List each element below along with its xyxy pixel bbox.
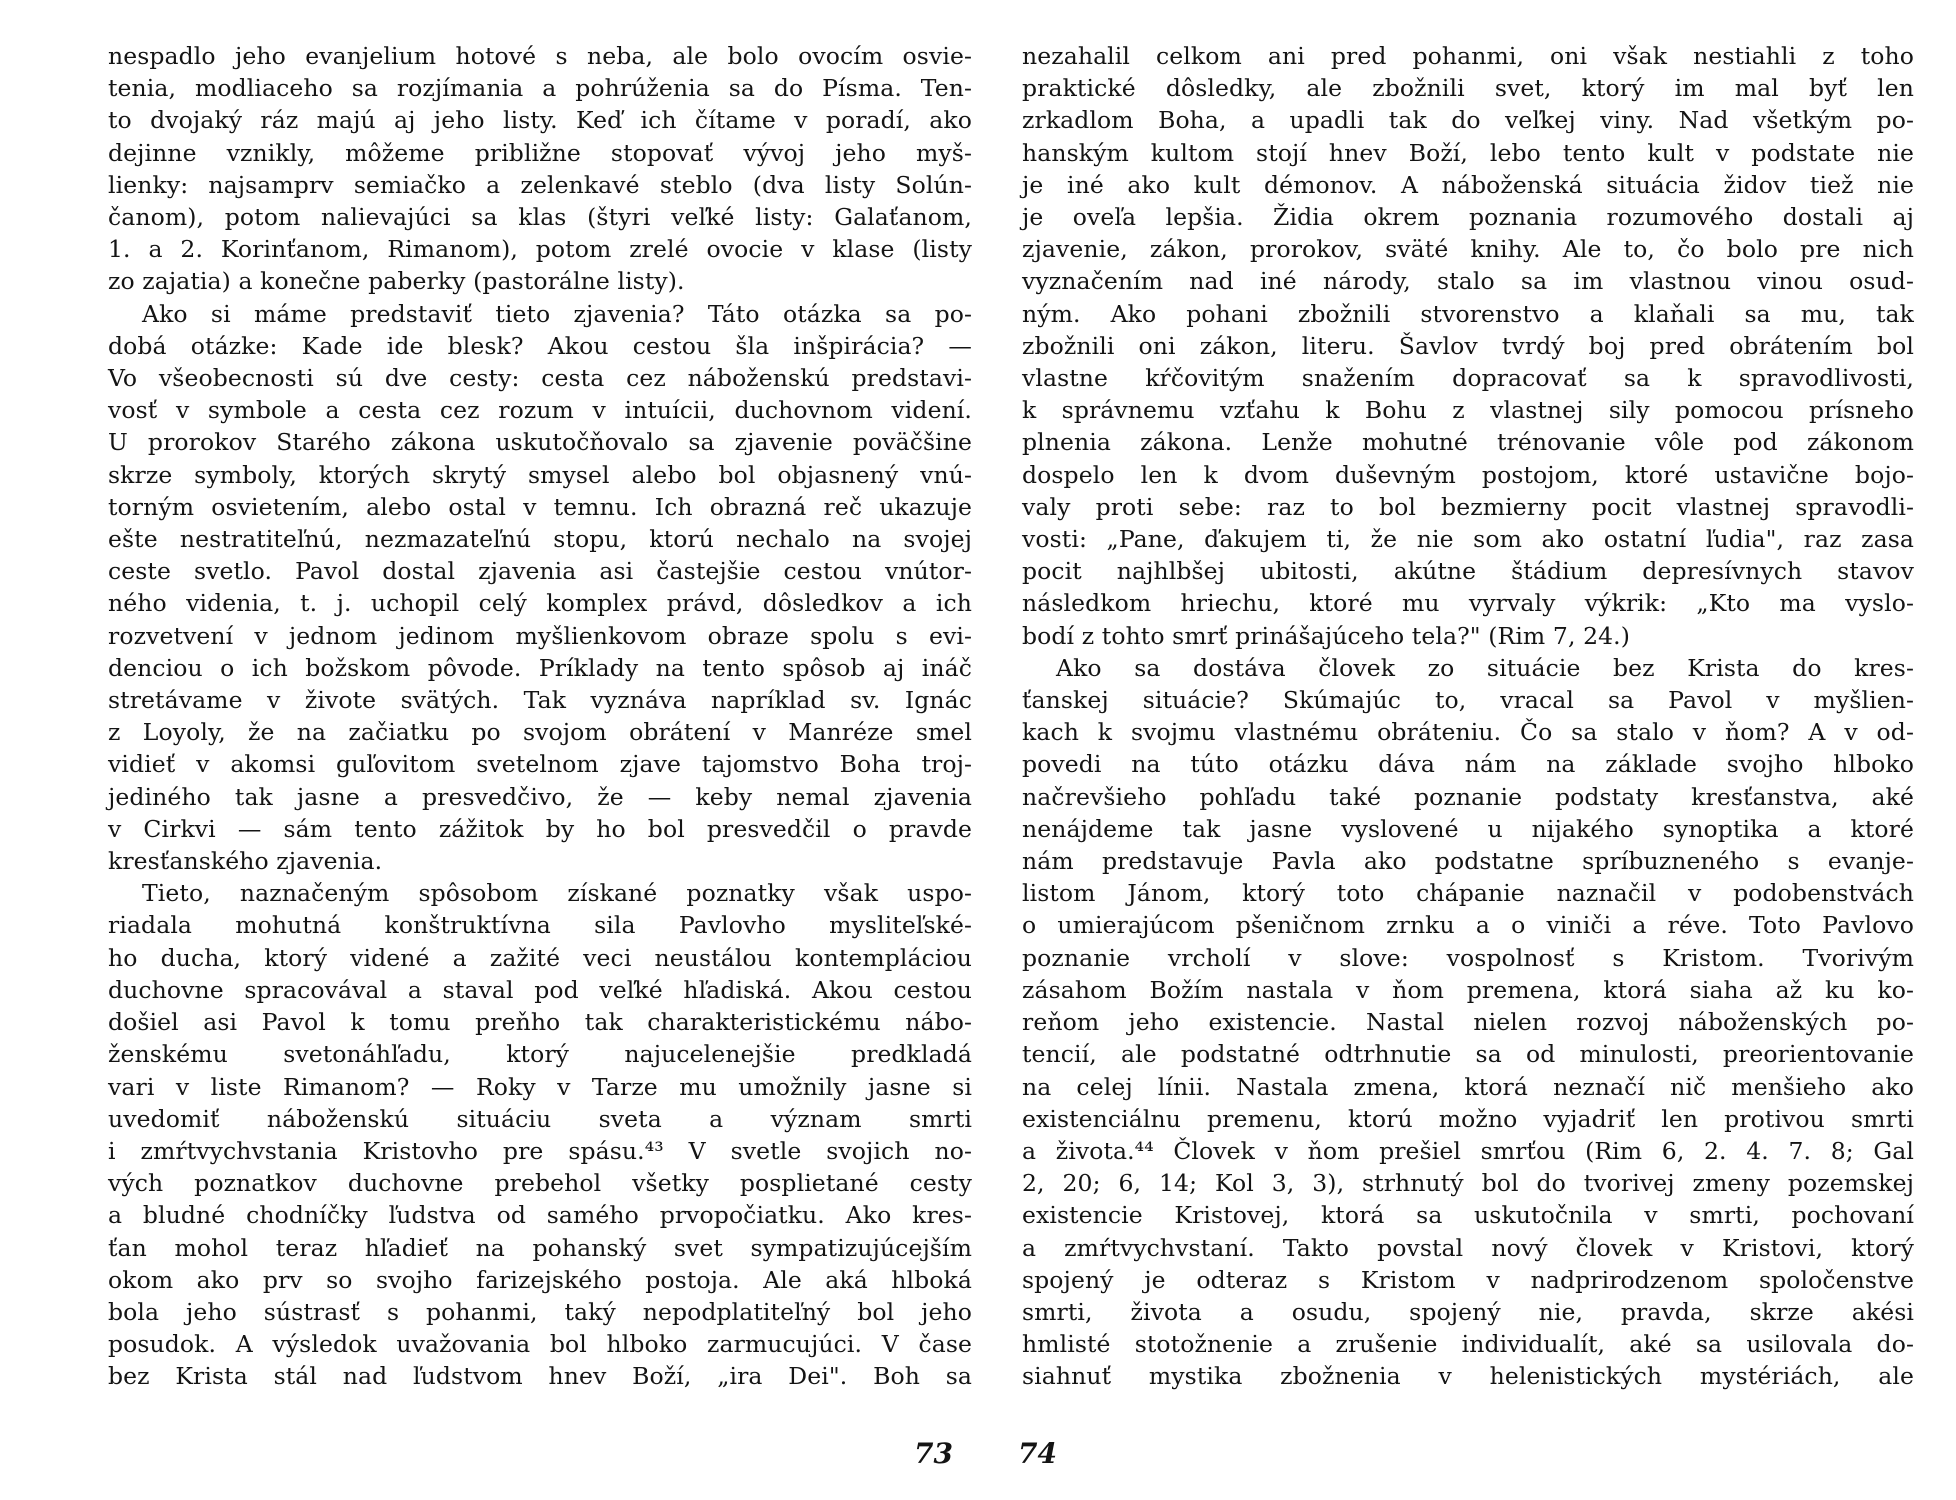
text-line: čanom), potom nalievajúci sa klas (štyri veľké listy: Galaťanom, <box>108 203 972 232</box>
text-line: siahnuť mystika zbožnenia v helenistických mystériách, ale <box>1022 1362 1914 1391</box>
text-line: zjavenie, zákon, prorokov, sväté knihy. Ale to, čo bolo pre nich <box>1022 235 1914 264</box>
text-line: ťanskej situácie? Skúmajúc to, vracal sa Pavol v myšlien- <box>1022 686 1914 715</box>
text-line: povedi na túto otázku dáva nám na základe svojho hlboko <box>1022 750 1914 779</box>
text-line: a bludné chodníčky ľudstva od samého prvopočiatku. Ako kres- <box>108 1201 972 1230</box>
text-line: vidieť v akomsi guľovitom svetelnom zjave tajomstvo Boha troj- <box>108 750 972 779</box>
text-line: bez Krista stál nad ľudstvom hnev Boží, „ira Dei". Boh sa <box>108 1362 972 1391</box>
text-line: reňom jeho existencie. Nastal nielen rozvoj náboženských po- <box>1022 1008 1914 1037</box>
right-text-column <box>1022 40 1914 1393</box>
text-line: riadala mohutná konštruktívna sila Pavlovho mysliteľské- <box>108 911 972 940</box>
text-line: kresťanského zjavenia. <box>108 847 383 876</box>
text-line: Ako sa dostáva človek zo situácie bez Krista do kres- <box>1056 653 1914 682</box>
text-line: poznanie vrcholí v slove: vospolnosť s Kristom. Tvorivým <box>1022 943 1914 972</box>
text-line: 1. a 2. Korinťanom, Rimanom), potom zrelé ovocie v klase (listy <box>108 235 972 264</box>
text-line: spojený je odteraz s Kristom v nadprirodzenom spoločenstve <box>1022 1265 1914 1294</box>
page-number: 73 <box>914 1437 953 1470</box>
text-line: ťan mohol teraz hľadieť na pohanský svet sympatizujúcejším <box>108 1233 972 1262</box>
text-line: posudok. A výsledok uvažovania bol hlboko zarmucujúci. V čase <box>108 1330 972 1359</box>
text-line: nezahalil celkom ani pred pohanmi, oni však nestiahli z toho <box>1022 42 1914 70</box>
text-line: ho ducha, ktorý videné a zažité veci neustálou kontempláciou <box>108 943 972 972</box>
text-line: listom Jánom, ktorý toto chápanie naznačil v podobenstvách <box>1022 879 1914 908</box>
text-line: ešte nestratiteľnú, nezmazateľnú stopu, ktorú nechalo na svojej <box>108 525 972 554</box>
right-page <box>978 0 1956 1500</box>
text-line: dejinne vznikly, môžeme približne stopovať vývoj jeho myš- <box>108 138 972 167</box>
text-line: nespadlo jeho evanjelium hotové s neba, ale bolo ovocím osvie- <box>108 42 972 70</box>
text-line: stretávame v živote svätých. Tak vyznáva napríklad sv. Ignác <box>108 686 972 715</box>
text-line: na celej línii. Nastala zmena, ktorá neznačí nič menšieho ako <box>1022 1072 1914 1101</box>
text-line: nám predstavuje Pavla ako podstatne spríbuzneného s evanje- <box>1022 847 1914 876</box>
text-line: jediného tak jasne a presvedčivo, že — keby nemal zjavenia <box>108 782 972 811</box>
page-number: 74 <box>1018 1437 1057 1470</box>
text-line: bola jeho sústrasť s pohanmi, taký nepodplatiteľný bol jeho <box>108 1297 972 1326</box>
text-line: denciou o ich božskom pôvode. Príklady na tento spôsob aj ináč <box>108 653 972 682</box>
text-line: bodí z tohto smrť prinášajúceho tela?" (Rim 7, 24.) <box>1022 621 1631 650</box>
text-line: tenia, modliaceho sa rozjímania a pohrúženia sa do Písma. Ten- <box>108 74 972 103</box>
text-line: hanským kultom stojí hnev Boží, lebo tento kult v podstate nie <box>1022 138 1914 167</box>
text-line: vosť v symbole a cesta cez rozum v intuícii, duchovnom videní. <box>108 396 972 425</box>
text-line: tencií, ale podstatné odtrhnutie sa od minulosti, preorientovanie <box>1022 1040 1914 1069</box>
text-line: a zmŕtvychvstaní. Takto povstal nový človek v Kristovi, ktorý <box>1022 1233 1914 1262</box>
text-line: následkom hriechu, ktoré mu vyrvaly výkrik: „Kto ma vyslo- <box>1022 589 1914 618</box>
text-line: zásahom Božím nastala v ňom premena, ktorá siaha až ku ko- <box>1022 975 1914 1004</box>
text-line: 2, 20; 6, 14; Kol 3, 3), strhnutý bol do tvorivej zmeny pozemskej <box>1022 1169 1914 1198</box>
text-line: skrze symboly, ktorých skrytý smysel alebo bol objasnený vnú- <box>108 460 972 489</box>
text-line: rozvetvení v jednom jedinom myšlienkovom obraze spolu s evi- <box>108 621 972 650</box>
text-line: k správnemu vzťahu k Bohu z vlastnej sily pomocou prísneho <box>1022 396 1914 425</box>
text-line: lienky: najsamprv semiačko a zelenkavé steblo (dva listy Solún- <box>108 170 972 199</box>
text-line: pocit najhlbšej ubitosti, akútne štádium depresívnych stavov <box>1022 557 1914 586</box>
text-line: existenciálnu premenu, ktorú možno vyjadriť len protivou smrti <box>1022 1104 1914 1133</box>
text-line: ženskému svetonáhľadu, ktorý najucelenejšie predkladá <box>108 1040 972 1069</box>
text-line: Ako si máme predstaviť tieto zjavenia? Táto otázka sa po- <box>142 299 972 328</box>
text-line: valy proti sebe: raz to bol bezmierny pocit vlastnej spravodli- <box>1022 492 1914 521</box>
text-line: nenájdeme tak jasne vyslovené u nijakého synoptika a ktoré <box>1022 814 1914 843</box>
text-line: U prorokov Starého zákona uskutočňovalo sa zjavenie poväčšine <box>108 428 972 457</box>
left-text-column <box>108 40 972 1393</box>
text-line: zo zajatia) a konečne paberky (pastorálne listy). <box>108 267 685 296</box>
text-line: i zmŕtvychvstania Kristovho pre spásu.⁴³ V svetle svojich no- <box>108 1136 972 1165</box>
text-line: v Cirkvi — sám tento zážitok by ho bol presvedčil o pravde <box>108 814 972 843</box>
text-line: plnenia zákona. Lenže mohutné trénovanie vôle pod zákonom <box>1022 428 1914 457</box>
text-line: zbožnili oni zákon, literu. Šavlov tvrdý boj pred obrátením bol <box>1022 331 1914 360</box>
text-line: torným osvietením, alebo ostal v temnu. Ich obrazná reč ukazuje <box>108 492 972 521</box>
text-line: ceste svetlo. Pavol dostal zjavenia asi častejšie cestou vnútor- <box>108 557 972 586</box>
text-line: a života.⁴⁴ Človek v ňom prešiel smrťou (Rim 6, 2. 4. 7. 8; Gal <box>1022 1136 1914 1165</box>
text-line: je iné ako kult démonov. A náboženská situácia židov tiež nie <box>1022 170 1914 199</box>
text-line: o umierajúcom pšeničnom zrnku a o viniči a réve. Toto Pavlovo <box>1022 911 1914 940</box>
text-line: vlastne kŕčovitým snažením dopracovať sa k spravodlivosti, <box>1022 364 1914 393</box>
text-line: hmlisté stotožnenie a zrušenie individualít, aké sa usilovala do- <box>1022 1330 1914 1359</box>
text-line: praktické dôsledky, ale zbožnili svet, ktorý im mal byť len <box>1022 74 1914 103</box>
text-line: ným. Ako pohani zbožnili stvorenstvo a klaňali sa mu, tak <box>1022 299 1914 328</box>
text-line: došiel asi Pavol k tomu preňho tak charakteristickému nábo- <box>108 1008 972 1037</box>
text-line: vari v liste Rimanom? — Roky v Tarze mu umožnily jasne si <box>108 1072 972 1101</box>
text-line: duchovne spracovával a staval pod veľké hľadiská. Akou cestou <box>108 975 972 1004</box>
text-line: načrevšieho pohľadu také poznanie podstaty kresťanstva, aké <box>1022 782 1914 811</box>
text-line: existencie Kristovej, ktorá sa uskutočnila v smrti, pochovaní <box>1022 1201 1914 1230</box>
text-line: zrkadlom Boha, a upadli tak do veľkej viny. Nad všetkým po- <box>1022 106 1914 135</box>
text-line: to dvojaký ráz majú aj jeho listy. Keď ich čítame v poradí, ako <box>108 106 972 135</box>
text-line: smrti, života a osudu, spojený nie, pravda, skrze akési <box>1022 1297 1914 1326</box>
text-line: okom ako prv so svojho farizejského postoja. Ale aká hlboká <box>108 1265 972 1294</box>
text-line: ného videnia, t. j. uchopil celý komplex právd, dôsledkov a ich <box>108 589 972 618</box>
text-line: uvedomiť náboženskú situáciu sveta a význam smrti <box>108 1104 972 1133</box>
text-line: dospelo len k dvom duševným postojom, ktoré ustavične bojo- <box>1022 460 1914 489</box>
text-line: Vo všeobecnosti sú dve cesty: cesta cez náboženskú predstavi- <box>108 364 972 393</box>
text-line: z Loyoly, že na začiatku po svojom obrátení v Manréze smel <box>108 718 972 747</box>
text-line: Tieto, naznačeným spôsobom získané poznatky však uspo- <box>142 879 972 908</box>
text-line: kach k svojmu vlastnému obráteniu. Čo sa stalo v ňom? A v od- <box>1022 718 1914 747</box>
text-line: vosti: „Pane, ďakujem ti, že nie som ako ostatní ľudia", raz zasa <box>1022 525 1914 554</box>
text-line: je oveľa lepšia. Židia okrem poznania rozumového dostali aj <box>1022 203 1914 232</box>
text-line: dobá otázke: Kade ide blesk? Akou cestou šla inšpirácia? — <box>108 331 972 360</box>
text-line: vých poznatkov duchovne prebehol všetky posplietané cesty <box>108 1169 972 1198</box>
text-line: vyznačením nad iné národy, stalo sa im vlastnou vinou osud- <box>1022 267 1914 296</box>
